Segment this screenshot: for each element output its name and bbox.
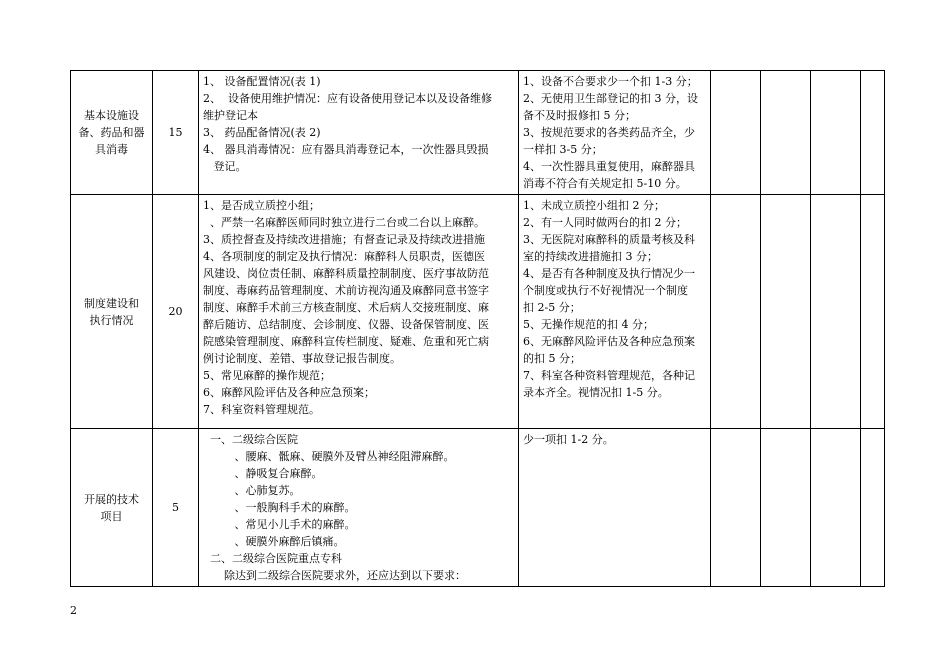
content-line: 4、各项制度的制定及执行情况：麻醉科人员职责，医德医 (203, 250, 485, 263)
deduction-line: 扣 2-5 分； (523, 301, 581, 314)
category-cell (71, 429, 153, 587)
empty-score-cell (711, 429, 761, 587)
category-line: 项目 (100, 509, 123, 523)
content-line: 例讨论制度、差错、事故登记报告制度。 (203, 352, 401, 365)
deduction-line: 2、有一人同时做两台的扣 2 分； (523, 216, 687, 229)
content-line: 7、科室资料管理规范。 (203, 403, 320, 416)
content-line: 、心肺复苏。 (203, 484, 301, 497)
deduction-line: 少一项扣 1-2 分。 (523, 433, 614, 446)
content-line: 维护登记本 (203, 109, 258, 122)
content-cell (199, 71, 519, 195)
deduction-line: 个制度或执行不好视情况一个制度 (523, 284, 688, 297)
empty-score-cell (761, 429, 811, 587)
evaluation-table (70, 70, 885, 587)
empty-score-cell (761, 195, 811, 429)
deduction-line: 6、无麻醉风险评估及各种应急预案 (523, 335, 695, 348)
category-line: 具消毒 (95, 143, 128, 156)
table-row (71, 195, 885, 429)
content-line: 、严禁一名麻醉医师同时独立进行二台或二台以上麻醉。 (203, 216, 485, 229)
category-line: 开展的技术 (84, 492, 139, 506)
empty-score-cell (811, 71, 861, 195)
content-line: 、静吸复合麻醉。 (203, 467, 323, 480)
deduction-line: 3、按规范要求的各类药品齐全，少 (523, 126, 695, 139)
content-line: 一、二级综合医院 (203, 433, 298, 446)
deduction-line: 一样扣 3-5 分； (523, 143, 603, 156)
content-line: 、硬膜外麻醉后镇痛。 (203, 535, 345, 548)
content-line: 醉后随访、总结制度、会诊制度、仪器、设备保管制度、医 (203, 318, 489, 331)
content-line: 制度、毒麻药品管理制度、术前访视沟通及麻醉同意书签字 (203, 284, 489, 297)
content-line: 2、 设备使用维护情况：应有设备使用登记本以及设备维修 (203, 92, 492, 105)
deduction-line: 的扣 5 分； (523, 352, 581, 365)
category-line: 制度建设和 (84, 296, 139, 310)
deduction-cell (519, 71, 711, 195)
score-cell: 20 (153, 195, 199, 429)
content-line: 3、 药品配备情况(表 2) (203, 126, 321, 139)
table-row (71, 71, 885, 195)
content-line: 二、二级综合医院重点专科 (203, 552, 342, 565)
content-line: 1、 设备配置情况(表 1) (203, 75, 321, 88)
category-line: 执行情况 (89, 313, 134, 327)
content-line: 6、麻醉风险评估及各种应急预案； (203, 386, 375, 399)
empty-score-cell (861, 195, 885, 429)
empty-score-cell (861, 429, 885, 587)
category-cell (71, 195, 153, 429)
content-line: 、腰麻、骶麻、硬膜外及臂丛神经阻滞麻醉。 (203, 450, 455, 463)
empty-score-cell (711, 195, 761, 429)
deduction-line: 7、科室各种资料管理规范，各种记 (523, 369, 695, 382)
deduction-line: 4、一次性器具重复使用，麻醉器具 (523, 160, 695, 173)
content-cell (199, 195, 519, 429)
empty-score-cell (811, 195, 861, 429)
empty-score-cell (811, 429, 861, 587)
content-cell (199, 429, 519, 587)
content-line: 3、质控督查及持续改进措施；有督查记录及持续改进措施 (203, 233, 485, 246)
deduction-line: 3、无医院对麻醉科的质量考核及科 (523, 233, 695, 246)
deduction-cell (519, 429, 711, 587)
table-row (71, 429, 885, 587)
deduction-line: 5、无操作规范的扣 4 分； (523, 318, 654, 331)
empty-score-cell (761, 71, 811, 195)
category-line: 备、药品和器 (78, 126, 145, 139)
deduction-line: 录本齐全。视情况扣 1-5 分。 (523, 386, 669, 399)
content-line: 登记。 (203, 160, 247, 173)
deduction-line: 1、设备不合要求少一个扣 1-3 分； (523, 75, 698, 88)
deduction-line: 备不及时报修扣 5 分； (523, 109, 636, 122)
content-line: 4、 器具消毒情况：应有器具消毒登记本，一次性器具毁损 (203, 143, 489, 156)
deduction-line: 室的持续改进措施扣 3 分； (523, 250, 658, 263)
category-line: 基本设施设 (84, 109, 139, 122)
score-cell: 5 (153, 429, 199, 587)
content-line: 风建设、岗位责任制、麻醉科质量控制制度、医疗事故防范 (203, 267, 489, 280)
deduction-line: 2、无使用卫生部登记的扣 3 分，设 (523, 92, 698, 105)
content-line: 、一般胸科手术的麻醉。 (203, 501, 356, 514)
deduction-line: 1、未成立质控小组扣 2 分； (523, 199, 665, 212)
content-line: 1、是否成立质控小组； (203, 199, 320, 212)
content-line: 、常见小儿手术的麻醉。 (203, 518, 356, 531)
content-line: 院感染管理制度、麻醉科宣传栏制度、疑难、危重和死亡病 (203, 335, 489, 348)
content-line: 除达到二级综合医院要求外，还应达到以下要求： (203, 569, 466, 582)
content-line: 5、常见麻醉的操作规范； (203, 369, 331, 382)
score-cell: 15 (153, 71, 199, 195)
content-line: 制度、麻醉手术前三方核查制度、术后病人交接班制度、麻 (203, 301, 489, 314)
deduction-line: 消毒不符合有关规定扣 5-10 分。 (523, 177, 687, 190)
empty-score-cell (711, 71, 761, 195)
deduction-cell (519, 195, 711, 429)
empty-score-cell (861, 71, 885, 195)
page-number: 2 (70, 604, 77, 617)
category-cell (71, 71, 153, 195)
deduction-line: 4、是否有各种制度及执行情况少一 (523, 267, 695, 280)
